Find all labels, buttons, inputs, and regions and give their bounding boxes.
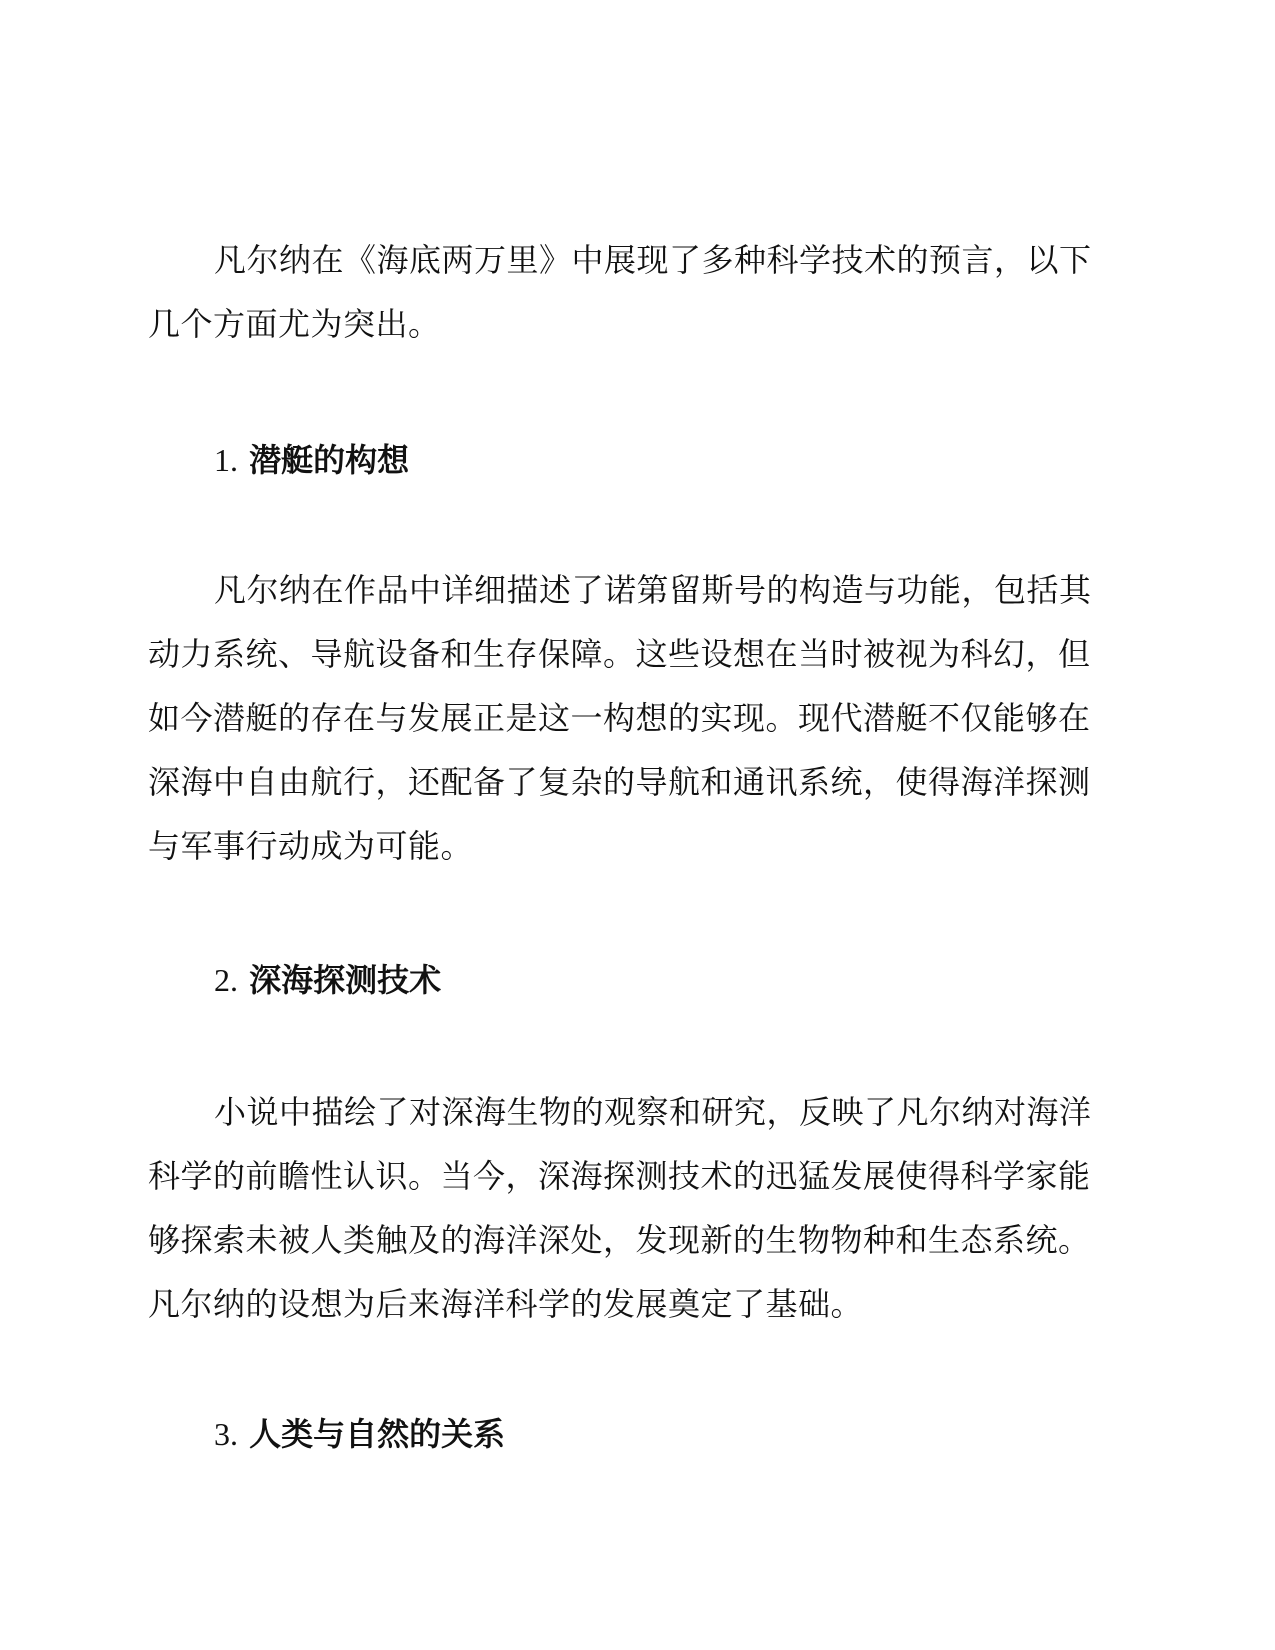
section-2-heading-block	[148, 960, 1108, 1000]
section-1-body-block	[148, 558, 1108, 878]
section-1-body: 凡尔纳在作品中详细描述了诺第留斯号的构造与功能，包括其动力系统、导航设备和生存保障。这些设想在当时被视为科幻，但如今潜艇的存在与发展正是这一构想的实现。现代潜艇不仅能够在深海中自由航行，还配备了复杂的导航和通讯系统，使得海洋探测与军事行动成为可能。	[148, 571, 1092, 865]
section-1-number: 1.	[214, 442, 238, 478]
section-2-body-block	[148, 1080, 1108, 1336]
section-1-heading	[148, 440, 1108, 480]
section-1-title: 潜艇的构想	[249, 441, 410, 479]
section-1-heading-block	[148, 440, 1108, 480]
section-2-heading	[148, 960, 1108, 1000]
section-3-heading-block	[148, 1414, 1108, 1454]
section-2-number: 2.	[214, 962, 238, 998]
intro-block	[148, 228, 1108, 356]
section-2-title: 深海探测技术	[249, 961, 442, 999]
section-3-number: 3.	[214, 1416, 238, 1452]
section-3-heading	[148, 1414, 1108, 1454]
intro-paragraph: 凡尔纳在《海底两万里》中展现了多种科学技术的预言，以下几个方面尤为突出。	[148, 241, 1092, 343]
section-2-body: 小说中描绘了对深海生物的观察和研究，反映了凡尔纳对海洋科学的前瞻性认识。当今，深海探测技术的迅猛发展使得科学家能够探索未被人类触及的海洋深处，发现新的生物物种和生态系统。凡尔纳的设想为后来海洋科学的发展奠定了基础。	[148, 1093, 1092, 1323]
section-3-title: 人类与自然的关系	[249, 1415, 506, 1453]
